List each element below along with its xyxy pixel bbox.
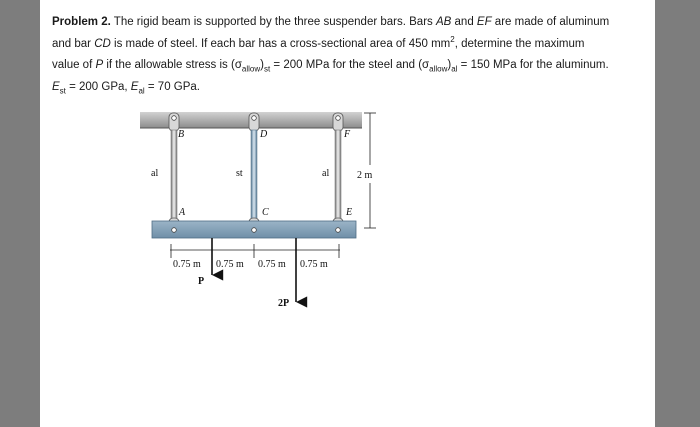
var-p: P xyxy=(95,59,104,71)
span-label-1: 0.75 m xyxy=(173,259,201,270)
bar-ef xyxy=(333,113,343,236)
sub-al: al xyxy=(138,85,145,95)
load-2p-label: 2P xyxy=(278,298,290,309)
material-middle: st xyxy=(236,168,243,179)
label-b: B xyxy=(178,129,185,140)
superscript-2: 2 xyxy=(450,34,455,44)
pin-a-front xyxy=(172,228,177,233)
text-run: = 200 MPa for the steel and (σ xyxy=(270,59,430,71)
sub-st: st xyxy=(59,85,66,95)
text-run: are made of aluminum and bar xyxy=(52,16,610,50)
var-e: E xyxy=(130,80,139,93)
text-run: is made of steel. If each bar has a cross-sectional area of 450 mm xyxy=(110,37,451,50)
sub-allow: allow xyxy=(241,64,261,74)
bar-cd xyxy=(249,113,259,236)
load-p-label: P xyxy=(198,276,205,287)
bar-ef-rod xyxy=(335,130,341,220)
bar-cd-rod xyxy=(251,130,257,220)
var-ab: AB xyxy=(435,16,452,28)
pin-e-front xyxy=(336,228,341,233)
text-run: and xyxy=(451,16,477,28)
text-run: = 200 GPa, xyxy=(65,80,131,93)
label-a: A xyxy=(179,207,186,218)
span-label-3: 0.75 m xyxy=(258,259,286,270)
label-d: D xyxy=(260,129,268,140)
problem-label: Problem 2. xyxy=(52,16,111,28)
pin-c-front xyxy=(252,228,257,233)
text-run: ) xyxy=(260,59,264,71)
sub-st: st xyxy=(264,64,271,74)
label-c: C xyxy=(262,207,269,218)
material-right: al xyxy=(322,168,330,179)
span-dimension xyxy=(170,244,340,258)
var-cd: CD xyxy=(94,37,111,50)
height-label: 2 m xyxy=(357,170,373,181)
text-run: , determine the maximum value of xyxy=(52,37,585,71)
material-left: al xyxy=(151,168,159,179)
span-label-2: 0.75 m xyxy=(216,259,244,270)
text-run: The rigid beam is supported by the three suspender bars. Bars xyxy=(110,16,436,28)
text-run: if the allowable stress is (σ xyxy=(103,59,242,71)
bar-ab-rod xyxy=(171,130,177,220)
var-e: E xyxy=(52,80,60,93)
text-run: = 150 MPa for the aluminum. xyxy=(457,59,609,71)
pin-b xyxy=(172,116,177,121)
span-label-4: 0.75 m xyxy=(300,259,328,270)
label-f: F xyxy=(344,129,351,140)
sub-al: al xyxy=(451,64,458,74)
pin-d xyxy=(252,116,257,121)
pin-f xyxy=(336,116,341,121)
var-ef: EF xyxy=(476,16,492,28)
text-run: ) xyxy=(447,59,452,71)
label-e: E xyxy=(346,207,353,218)
sub-allow: allow xyxy=(429,64,448,74)
text-run: = 70 GPa. xyxy=(144,80,201,93)
